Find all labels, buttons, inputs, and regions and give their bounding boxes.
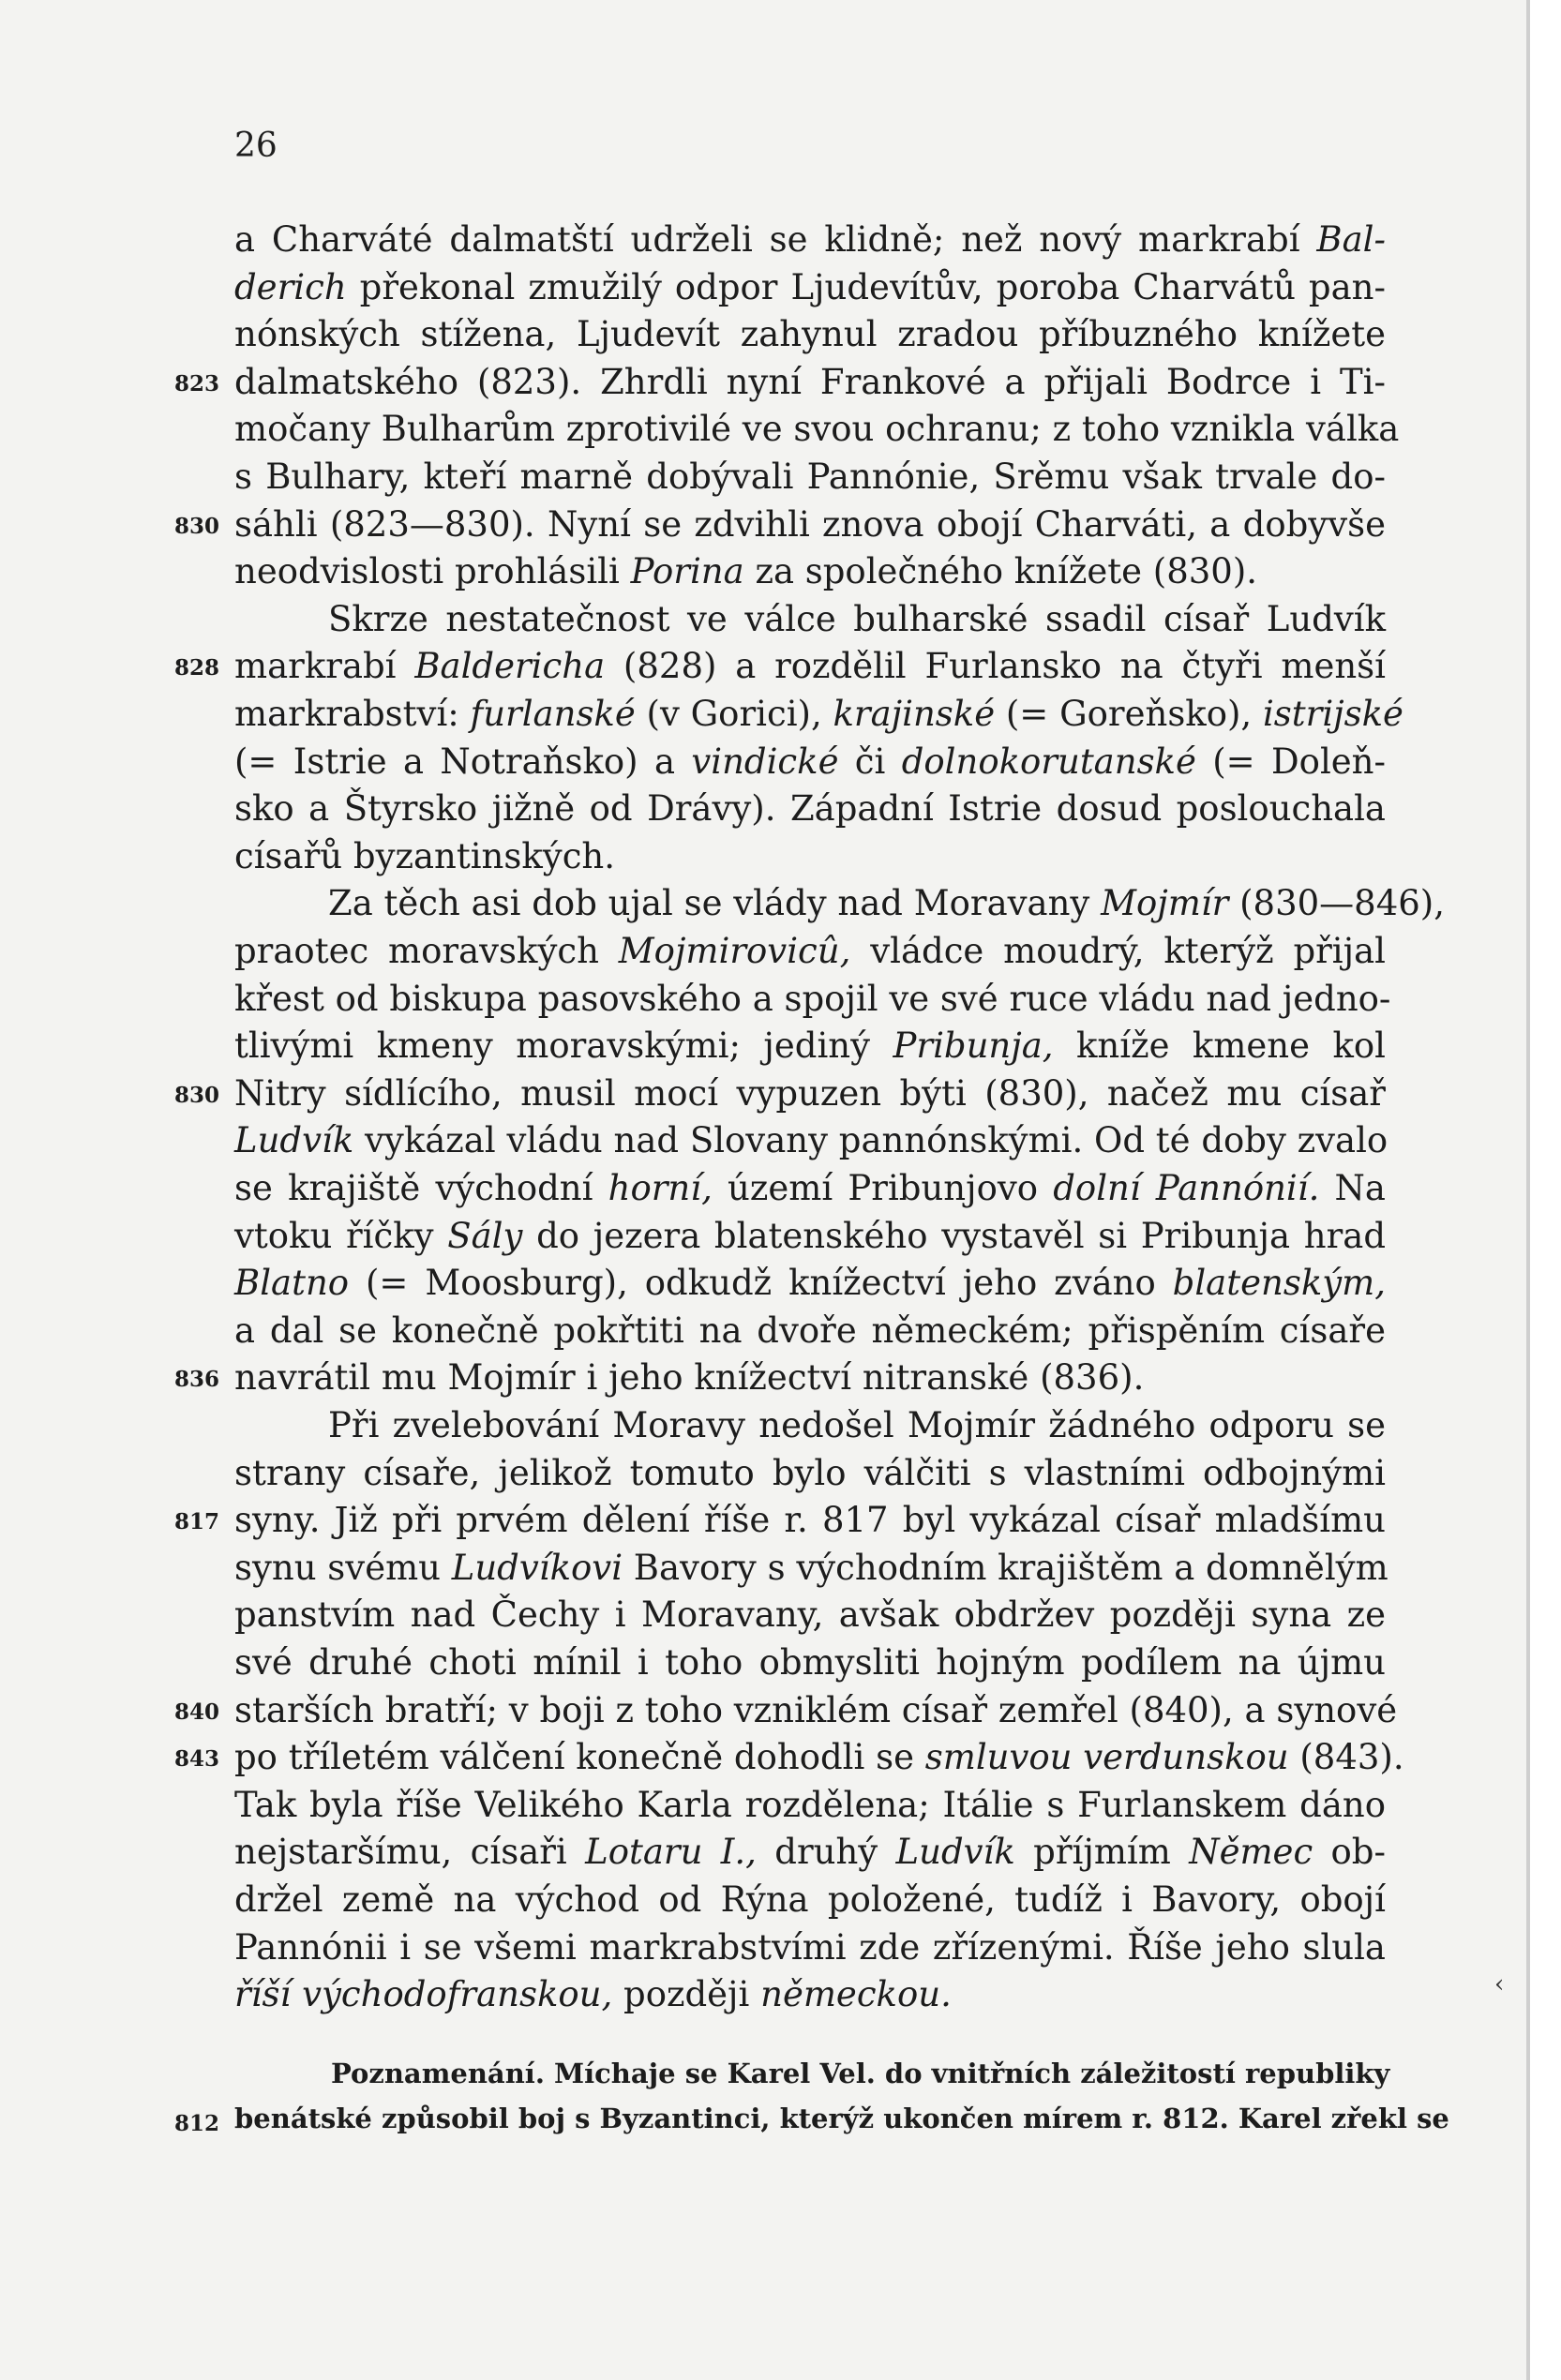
text-segment: později bbox=[612, 1974, 761, 2015]
text-line bbox=[234, 1688, 1398, 1733]
text-segment: a Charváté dalmatští udrželi se klidně; než nový markrabí bbox=[234, 219, 1317, 260]
text-line bbox=[234, 1451, 1386, 1496]
text-segment: Skrze nestatečnost ve válce bulharské ssadil císař Ludvík bbox=[328, 598, 1386, 639]
text-segment: se krajiště východní bbox=[234, 1168, 608, 1208]
margin-year: 817 bbox=[174, 1509, 220, 1535]
footnote-line bbox=[234, 2100, 1449, 2137]
text-line bbox=[234, 265, 1386, 310]
text-segment: vykázal vládu nad Slovany pannónskými. Od té doby zvalo bbox=[353, 1120, 1388, 1161]
italic-text: Pribunja, bbox=[893, 1025, 1054, 1067]
text-segment: tlivými kmeny moravskými; jediný bbox=[234, 1025, 893, 1067]
text-segment: své druhé choti mínil i toho obmysliti hojným podílem na újmu bbox=[234, 1642, 1386, 1683]
stray-mark: ‹ bbox=[1494, 1970, 1505, 1998]
text-segment: za společného knížete (830). bbox=[743, 551, 1258, 592]
text-line bbox=[234, 1024, 1386, 1069]
text-segment: (= Doleň- bbox=[1195, 741, 1387, 782]
text-line bbox=[234, 1118, 1386, 1163]
italic-text: smluvou verdunskou bbox=[924, 1737, 1289, 1778]
text-line bbox=[234, 929, 1386, 974]
text-segment: po tříletém válčení konečně dohodli se bbox=[234, 1737, 925, 1778]
footnote-line bbox=[331, 2055, 1390, 2092]
margin-year: 823 bbox=[174, 370, 220, 397]
text-line bbox=[234, 217, 1386, 262]
bold-text: Poznamenání. bbox=[331, 2058, 545, 2089]
italic-text: Lotaru I., bbox=[585, 1832, 757, 1873]
italic-text: horní, bbox=[608, 1168, 713, 1208]
text-segment: navrátil mu Mojmír i jeho knížectví nitranské (836). bbox=[234, 1357, 1145, 1399]
text-line bbox=[234, 455, 1386, 500]
text-segment: Tak byla říše Velikého Karla rozdělena; Itálie s Furlanskem dáno bbox=[234, 1784, 1386, 1825]
text-segment: Nitry sídlícího, musil mocí vypuzen býti (830), načež mu císař bbox=[234, 1072, 1386, 1114]
text-segment: nejstaršímu, císaři bbox=[234, 1832, 586, 1873]
text-line bbox=[234, 740, 1386, 785]
text-line bbox=[234, 407, 1400, 452]
italic-text: Ludvík bbox=[895, 1832, 1015, 1873]
text-segment: překonal zmužilý odpor Ljudevítův, poroba Charvátů pan- bbox=[346, 266, 1386, 307]
margin-year: 812 bbox=[174, 2111, 220, 2136]
text-line bbox=[234, 1783, 1386, 1828]
text-segment: (v Gorici), bbox=[635, 694, 833, 734]
text-line bbox=[234, 1166, 1386, 1211]
text-segment: držel země na východ od Rýna položené, tudíž i Bavory, obojí bbox=[234, 1879, 1386, 1920]
text-line bbox=[234, 502, 1386, 547]
italic-text: říší východofranskou, bbox=[234, 1974, 613, 2015]
italic-text: dolní Pannónií. bbox=[1053, 1168, 1320, 1208]
text-line bbox=[234, 1830, 1386, 1875]
italic-text: Ludvíkovi bbox=[451, 1547, 623, 1588]
italic-text: Porina bbox=[630, 551, 744, 592]
text-segment: Míchaje se Karel Vel. do vnitřních záležitostí republiky bbox=[544, 2058, 1390, 2089]
italic-text: blatenským, bbox=[1172, 1263, 1386, 1304]
text-line bbox=[234, 1261, 1386, 1306]
text-segment: či bbox=[838, 741, 902, 782]
text-line bbox=[234, 977, 1391, 1022]
text-segment: markrabství: bbox=[234, 694, 471, 734]
text-line bbox=[234, 1071, 1386, 1116]
text-segment: Za těch asi dob ujal se vlády nad Moravany bbox=[328, 883, 1102, 924]
text-segment: kníže kmene kol bbox=[1053, 1025, 1386, 1067]
margin-year: 843 bbox=[174, 1746, 220, 1773]
margin-year: 830 bbox=[174, 1082, 220, 1108]
text-line bbox=[234, 360, 1386, 405]
text-segment: Na bbox=[1319, 1168, 1386, 1208]
text-segment: (828) a rozdělil Furlansko na čtyři menší bbox=[605, 646, 1386, 687]
italic-text: Baldericha bbox=[414, 646, 606, 687]
text-line bbox=[234, 1735, 1404, 1780]
page-number: 26 bbox=[234, 127, 278, 165]
text-segment: neodvislosti prohlásili bbox=[234, 551, 631, 592]
text-segment: do jezera blatenského vystavěl si Pribunja hrad bbox=[522, 1215, 1387, 1256]
text-line bbox=[234, 1309, 1386, 1354]
text-segment: syny. Již při prvém dělení říše r. 817 byl vykázal císař mladšímu bbox=[234, 1500, 1386, 1541]
text-segment: s Bulhary, kteří marně dobývali Pannónie, Srěmu však trvale do- bbox=[234, 457, 1386, 497]
text-segment: (= Istrie a Notraňsko) a bbox=[234, 741, 692, 782]
italic-text: vindické bbox=[691, 741, 839, 782]
text-segment: křest od biskupa pasovského a spojil ve své ruce vládu nad jedno- bbox=[234, 978, 1391, 1019]
italic-text: Němec bbox=[1189, 1832, 1313, 1873]
text-segment: starších bratří; v boji z toho vzniklém císař zemřel (840), a synové bbox=[234, 1689, 1398, 1730]
text-segment: (= Goreňsko), bbox=[995, 694, 1263, 734]
text-line bbox=[234, 1925, 1386, 1970]
margin-year: 828 bbox=[174, 655, 220, 681]
text-line bbox=[234, 786, 1386, 831]
text-line bbox=[234, 1640, 1386, 1685]
italic-text: Sály bbox=[447, 1215, 523, 1256]
text-line bbox=[234, 549, 1386, 594]
text-segment: Při zvelebování Moravy nedošel Mojmír žádného odporu se bbox=[328, 1405, 1386, 1445]
text-segment: panstvím nad Čechy i Moravany, avšak obdržev později syna ze bbox=[234, 1594, 1386, 1636]
text-segment: nónských stížena, Ljudevít zahynul zradou příbuzného knížete bbox=[234, 314, 1386, 355]
text-segment: sáhli (823—830). Nyní se zdvihli znova obojí Charváti, a dobyvše bbox=[234, 503, 1386, 545]
margin-year: 836 bbox=[174, 1367, 220, 1393]
text-segment: vtoku říčky bbox=[234, 1215, 448, 1256]
italic-text: dolnokorutanské bbox=[901, 741, 1196, 782]
text-segment: druhý bbox=[756, 1832, 896, 1873]
text-segment: vládce moudrý, kterýž přijal bbox=[850, 931, 1387, 971]
text-segment: benátské způsobil boj s Byzantinci, kterýž ukončen mírem r. 812. Karel zřekl se bbox=[234, 2103, 1449, 2134]
italic-text: krajinské bbox=[833, 694, 996, 734]
text-segment: území Pribunjovo bbox=[712, 1168, 1054, 1208]
text-segment: dalmatského (823). Zhrdli nyní Frankové a přijali Bodrce i Ti- bbox=[234, 361, 1386, 402]
italic-text: Mojmír bbox=[1101, 883, 1229, 924]
italic-text: Ludvík bbox=[234, 1120, 354, 1161]
text-segment: praotec moravských bbox=[234, 931, 619, 971]
text-line bbox=[328, 597, 1386, 642]
text-segment: Bavory s východním krajištěm a domnělým bbox=[623, 1547, 1388, 1588]
text-line bbox=[234, 1498, 1386, 1543]
text-line bbox=[234, 834, 1386, 879]
text-segment: příjmím bbox=[1014, 1832, 1190, 1873]
text-segment: císařů byzantinských. bbox=[234, 835, 616, 876]
text-segment: sko a Štyrsko jižně od Drávy). Západní Istrie dosud poslouchala bbox=[234, 788, 1386, 830]
text-segment: strany císaře, jelikož tomuto bylo válčiti s vlastními odbojnými bbox=[234, 1452, 1386, 1493]
text-line bbox=[234, 1593, 1386, 1638]
text-segment: (= Moosburg), odkudž knížectví jeho zváno bbox=[349, 1263, 1173, 1304]
margin-year: 830 bbox=[174, 513, 220, 539]
text-line bbox=[234, 644, 1386, 689]
text-segment: (843). bbox=[1288, 1737, 1404, 1778]
text-segment: markrabí bbox=[234, 646, 415, 687]
italic-text: furlanské bbox=[470, 694, 636, 734]
text-line bbox=[234, 1546, 1386, 1591]
italic-text: Mojmirovicû, bbox=[618, 931, 851, 971]
text-segment: synu svému bbox=[234, 1547, 452, 1588]
text-line bbox=[234, 1972, 1386, 2017]
text-line bbox=[234, 692, 1403, 737]
italic-text: Blatno bbox=[234, 1263, 350, 1304]
text-segment: (830—846), bbox=[1228, 883, 1445, 924]
text-segment: močany Bulharům zprotivilé ve svou ochranu; z toho vznikla válka bbox=[234, 409, 1400, 450]
margin-year: 840 bbox=[174, 1699, 220, 1725]
italic-text: derich bbox=[234, 266, 347, 307]
page-edge bbox=[1526, 0, 1530, 2380]
italic-text: Bal- bbox=[1316, 219, 1386, 260]
text-segment: ob- bbox=[1313, 1832, 1386, 1873]
italic-text: istrijské bbox=[1262, 694, 1403, 734]
italic-text: německou. bbox=[760, 1974, 952, 2015]
text-line bbox=[234, 1878, 1386, 1923]
text-segment: Pannónii i se všemi markrabstvími zde zřízenými. Říše jeho slula bbox=[234, 1926, 1386, 1968]
text-line bbox=[328, 881, 1445, 926]
text-line bbox=[234, 1355, 1386, 1400]
text-line bbox=[234, 1214, 1386, 1259]
text-segment: a dal se konečně pokřtiti na dvoře německém; přispěním císaře bbox=[234, 1310, 1386, 1351]
text-line bbox=[328, 1403, 1386, 1448]
text-line bbox=[234, 312, 1386, 357]
